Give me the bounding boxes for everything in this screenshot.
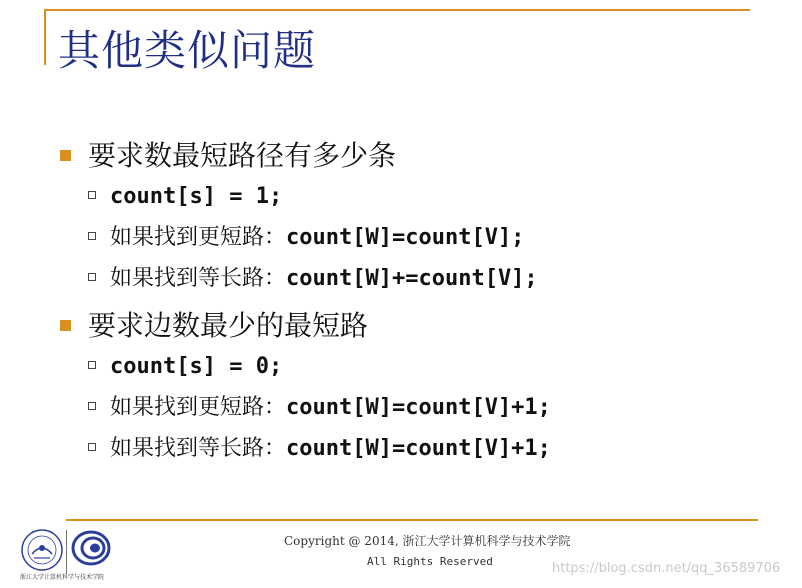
copyright-text: Copyright @ 2014, 浙江大学计算机科学与技术学院	[284, 534, 571, 548]
watermark-url: https://blog.csdn.net/qq_36589706	[552, 561, 781, 576]
sub-bullet-code: count[W]=count[V]+1;	[286, 395, 551, 420]
sub-bullet-text: 如果找到更短路：	[110, 395, 287, 420]
sub-bullet-code: count[s] = 1;	[110, 184, 283, 209]
rights-text: All Rights Reserved	[367, 555, 493, 568]
sub-bullet-text: 如果找到更短路：	[110, 225, 287, 250]
square-bullet-icon	[60, 150, 71, 161]
bullet-heading-1	[60, 139, 396, 173]
sub-bullet-code: count[W]+=count[V];	[286, 266, 538, 291]
logo-caption: 浙江大学计算机科学与技术学院	[20, 574, 105, 581]
box-bullet-icon	[88, 232, 96, 240]
footer-rule	[66, 519, 758, 521]
college-swirl-logo	[70, 528, 112, 568]
sub-bullet	[88, 352, 282, 382]
box-bullet-icon	[88, 402, 96, 410]
logo-divider	[66, 530, 67, 574]
box-bullet-icon	[88, 361, 96, 369]
sub-bullet	[88, 393, 551, 423]
sub-bullet-code: count[s] = 0;	[110, 354, 283, 379]
bullet-heading-text: 要求数最短路径有多少条	[88, 139, 397, 172]
sub-bullet-code: count[W]=count[V]+1;	[286, 436, 551, 461]
sub-bullet	[88, 182, 282, 212]
sub-bullet	[88, 223, 524, 253]
slide-title: 其他类似问题	[58, 26, 317, 75]
bullet-heading-2	[60, 309, 368, 343]
sub-bullet	[88, 264, 538, 294]
sub-bullet	[88, 434, 551, 464]
box-bullet-icon	[88, 191, 96, 199]
box-bullet-icon	[88, 273, 96, 281]
university-seal-logo	[20, 528, 64, 572]
sub-bullet-text: 如果找到等长路：	[110, 436, 287, 461]
square-bullet-icon	[60, 320, 71, 331]
box-bullet-icon	[88, 443, 96, 451]
bullet-heading-text: 要求边数最少的最短路	[88, 309, 369, 342]
sub-bullet-text: 如果找到等长路：	[110, 266, 287, 291]
sub-bullet-code: count[W]=count[V];	[286, 225, 525, 250]
